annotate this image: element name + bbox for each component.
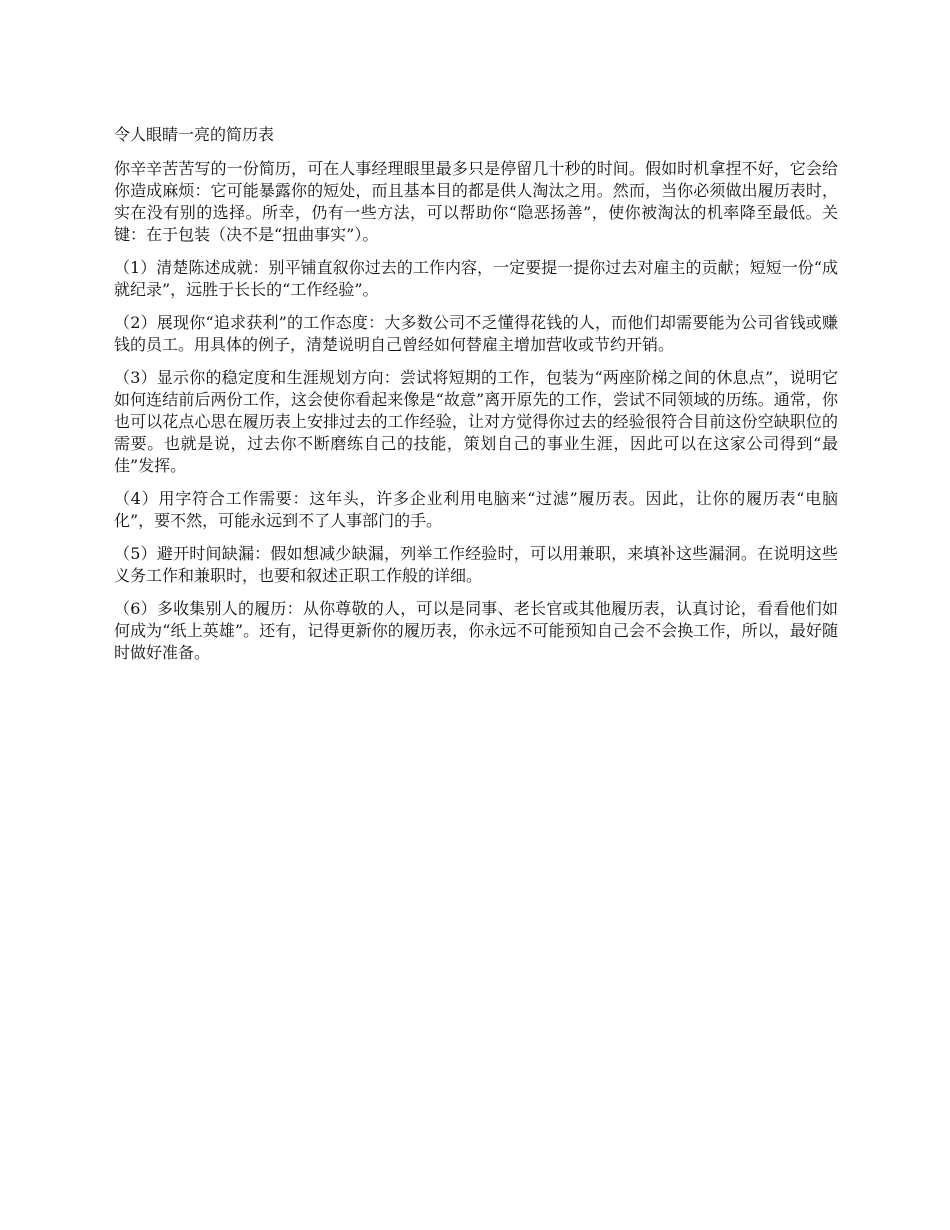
paragraph-point-3: （3）显示你的稳定度和生涯规划方向：尝试将短期的工作，包装为“两座阶梯之间的休息点”，说明它如何连结前后两份工作，这会使你看起来像是“故意”离开原先的工作，尝试不同领域的历练。通常，你也可以花点心思在履历表上安排过去的工作经验，让对方觉得你过去的经验很符合目前这份空缺职位的需要。也就是说，过去你不断磨练自己的技能，策划自己的事业生涯，因此可以在这家公司得到“最佳”发挥。 (114, 368, 838, 475)
paragraph-point-6: （6）多收集别人的履历：从你尊敬的人，可以是同事、老长官或其他履历表，认真讨论，看看他们如何成为“纸上英雄”。还有，记得更新你的履历表，你永远不可能预知自己会不会换工作，所以，最好随时做好准备。 (114, 599, 838, 662)
paragraph-point-1: （1）清楚陈述成就：别平铺直叙你过去的工作内容，一定要提一提你过去对雇主的贡献；短短一份“成就纪录”，远胜于长长的“工作经验”。 (114, 258, 838, 299)
paragraph-point-5: （5）避开时间缺漏：假如想减少缺漏，列举工作经验时，可以用兼职，来填补这些漏洞。在说明这些义务工作和兼职时，也要和叙述正职工作般的详细。 (114, 544, 838, 585)
document-title: 令人眼睛一亮的简历表 (114, 125, 275, 144)
paragraph-point-2: （2）展现你“追求获利”的工作态度：大多数公司不乏懂得花钱的人，而他们却需要能为公司省钱或赚钱的员工。用具体的例子，清楚说明自己曾经如何替雇主增加营收或节约开销。 (114, 313, 838, 354)
document-page (114, 124, 838, 675)
paragraph-intro: 你辛辛苦苦写的一份简历，可在人事经理眼里最多只是停留几十秒的时间。假如时机拿捏不好，它会给你造成麻烦：它可能暴露你的短处，而且基本目的都是供人淘汰之用。然而，当你必须做出履历表时，实在没有别的选择。所幸，仍有一些方法，可以帮助你“隐恶扬善”，使你被淘汰的机率降至最低。关键：在于包装（决不是“扭曲事实”）。 (114, 159, 838, 244)
paragraph-point-4: （4）用字符合工作需要：这年头，许多企业利用电脑来“过滤”履历表。因此，让你的履历表“电脑化”，要不然，可能永远到不了人事部门的手。 (114, 489, 838, 530)
